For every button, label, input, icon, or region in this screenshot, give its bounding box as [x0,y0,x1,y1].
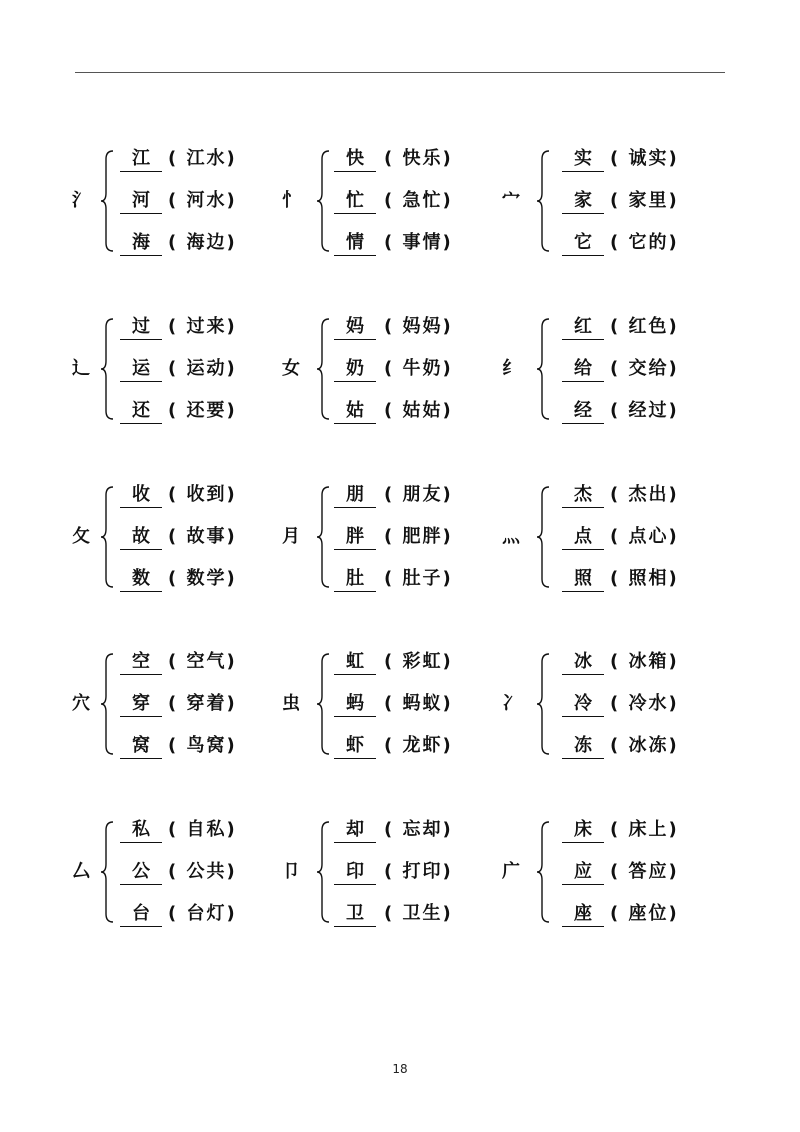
radical: 穴 [72,693,90,714]
character: 朋 [334,483,376,508]
radical-group [280,146,500,256]
character: 实 [562,147,604,172]
character: 点 [562,525,604,550]
character: 它 [562,231,604,256]
radical-group [280,817,500,927]
example-word: ( 答应) [610,861,679,882]
character: 还 [120,399,162,424]
example-word: ( 冷水) [610,693,679,714]
radical-group [500,146,720,256]
example-word: ( 经过) [610,400,679,421]
example-word: ( 妈妈) [384,316,453,337]
radical-group [70,649,290,759]
example-word: ( 河水) [168,190,237,211]
brace-icon [100,821,114,923]
example-word: ( 空气) [168,651,237,672]
character: 冰 [562,650,604,675]
radical: 攵 [72,526,90,547]
character: 蚂 [334,692,376,717]
character: 给 [562,357,604,382]
radical: 冫 [502,693,520,714]
character: 杰 [562,483,604,508]
example-word: ( 鸟窝) [168,735,237,756]
character: 虹 [334,650,376,675]
example-word: ( 忘却) [384,819,453,840]
radical: 厶 [72,861,90,882]
example-word: ( 姑姑) [384,400,453,421]
character: 经 [562,399,604,424]
character: 红 [562,315,604,340]
brace-icon [316,318,330,420]
character: 冻 [562,734,604,759]
radical: 月 [282,526,300,547]
character: 印 [334,860,376,885]
radical-group [500,482,720,592]
radical: 灬 [502,526,520,547]
example-word: ( 肥胖) [384,526,453,547]
brace-icon [100,486,114,588]
example-word: ( 牛奶) [384,358,453,379]
top-divider [75,72,725,73]
character: 胖 [334,525,376,550]
character: 床 [562,818,604,843]
radical: 女 [282,358,300,379]
character: 妈 [334,315,376,340]
character: 故 [120,525,162,550]
radical: 纟 [502,358,520,379]
character: 空 [120,650,162,675]
character: 运 [120,357,162,382]
example-word: ( 点心) [610,526,679,547]
brace-icon [536,150,550,252]
radical-group [500,817,720,927]
character: 台 [120,902,162,927]
example-word: ( 肚子) [384,568,453,589]
example-word: ( 海边) [168,232,237,253]
brace-icon [536,318,550,420]
character: 江 [120,147,162,172]
character: 私 [120,818,162,843]
example-word: ( 打印) [384,861,453,882]
radical: 辶 [72,358,90,379]
example-word: ( 它的) [610,232,679,253]
example-word: ( 数学) [168,568,237,589]
character: 窝 [120,734,162,759]
character: 虾 [334,734,376,759]
character: 应 [562,860,604,885]
brace-icon [100,653,114,755]
example-word: ( 运动) [168,358,237,379]
radical-group [500,649,720,759]
page-number: 18 [392,1062,408,1076]
example-word: ( 穿着) [168,693,237,714]
character: 河 [120,189,162,214]
radical-group [70,817,290,927]
example-word: ( 冰箱) [610,651,679,672]
character: 座 [562,902,604,927]
character: 家 [562,189,604,214]
character: 肚 [334,567,376,592]
brace-icon [316,486,330,588]
example-word: ( 蚂蚁) [384,693,453,714]
character: 卫 [334,902,376,927]
radical-group [70,314,290,424]
radical: 宀 [502,190,520,211]
example-word: ( 家里) [610,190,679,211]
example-word: ( 朋友) [384,484,453,505]
radical: 广 [502,861,520,882]
radical: 卩 [282,861,300,882]
example-word: ( 照相) [610,568,679,589]
example-word: ( 故事) [168,526,237,547]
character: 穿 [120,692,162,717]
brace-icon [536,821,550,923]
example-word: ( 彩虹) [384,651,453,672]
character: 快 [334,147,376,172]
brace-icon [100,318,114,420]
example-word: ( 龙虾) [384,735,453,756]
character: 情 [334,231,376,256]
example-word: ( 事情) [384,232,453,253]
brace-icon [536,653,550,755]
example-word: ( 红色) [610,316,679,337]
example-word: ( 江水) [168,148,237,169]
character: 却 [334,818,376,843]
brace-icon [316,653,330,755]
example-word: ( 急忙) [384,190,453,211]
example-word: ( 杰出) [610,484,679,505]
brace-icon [316,150,330,252]
radical-group [500,314,720,424]
radical-group [280,314,500,424]
character: 公 [120,860,162,885]
example-word: ( 还要) [168,400,237,421]
character: 数 [120,567,162,592]
example-word: ( 收到) [168,484,237,505]
example-word: ( 卫生) [384,903,453,924]
character: 忙 [334,189,376,214]
brace-icon [316,821,330,923]
radical: 氵 [72,190,90,211]
character: 照 [562,567,604,592]
character: 海 [120,231,162,256]
character: 收 [120,483,162,508]
example-word: ( 公共) [168,861,237,882]
example-word: ( 床上) [610,819,679,840]
radical-group [280,649,500,759]
radical: 虫 [282,693,300,714]
character: 过 [120,315,162,340]
character: 姑 [334,399,376,424]
character: 冷 [562,692,604,717]
example-word: ( 快乐) [384,148,453,169]
radical-group [280,482,500,592]
brace-icon [536,486,550,588]
example-word: ( 交给) [610,358,679,379]
example-word: ( 冰冻) [610,735,679,756]
radical-group [70,146,290,256]
radical: 忄 [282,190,300,211]
character: 奶 [334,357,376,382]
example-word: ( 座位) [610,903,679,924]
example-word: ( 过来) [168,316,237,337]
example-word: ( 自私) [168,819,237,840]
radical-group [70,482,290,592]
brace-icon [100,150,114,252]
example-word: ( 诚实) [610,148,679,169]
example-word: ( 台灯) [168,903,237,924]
